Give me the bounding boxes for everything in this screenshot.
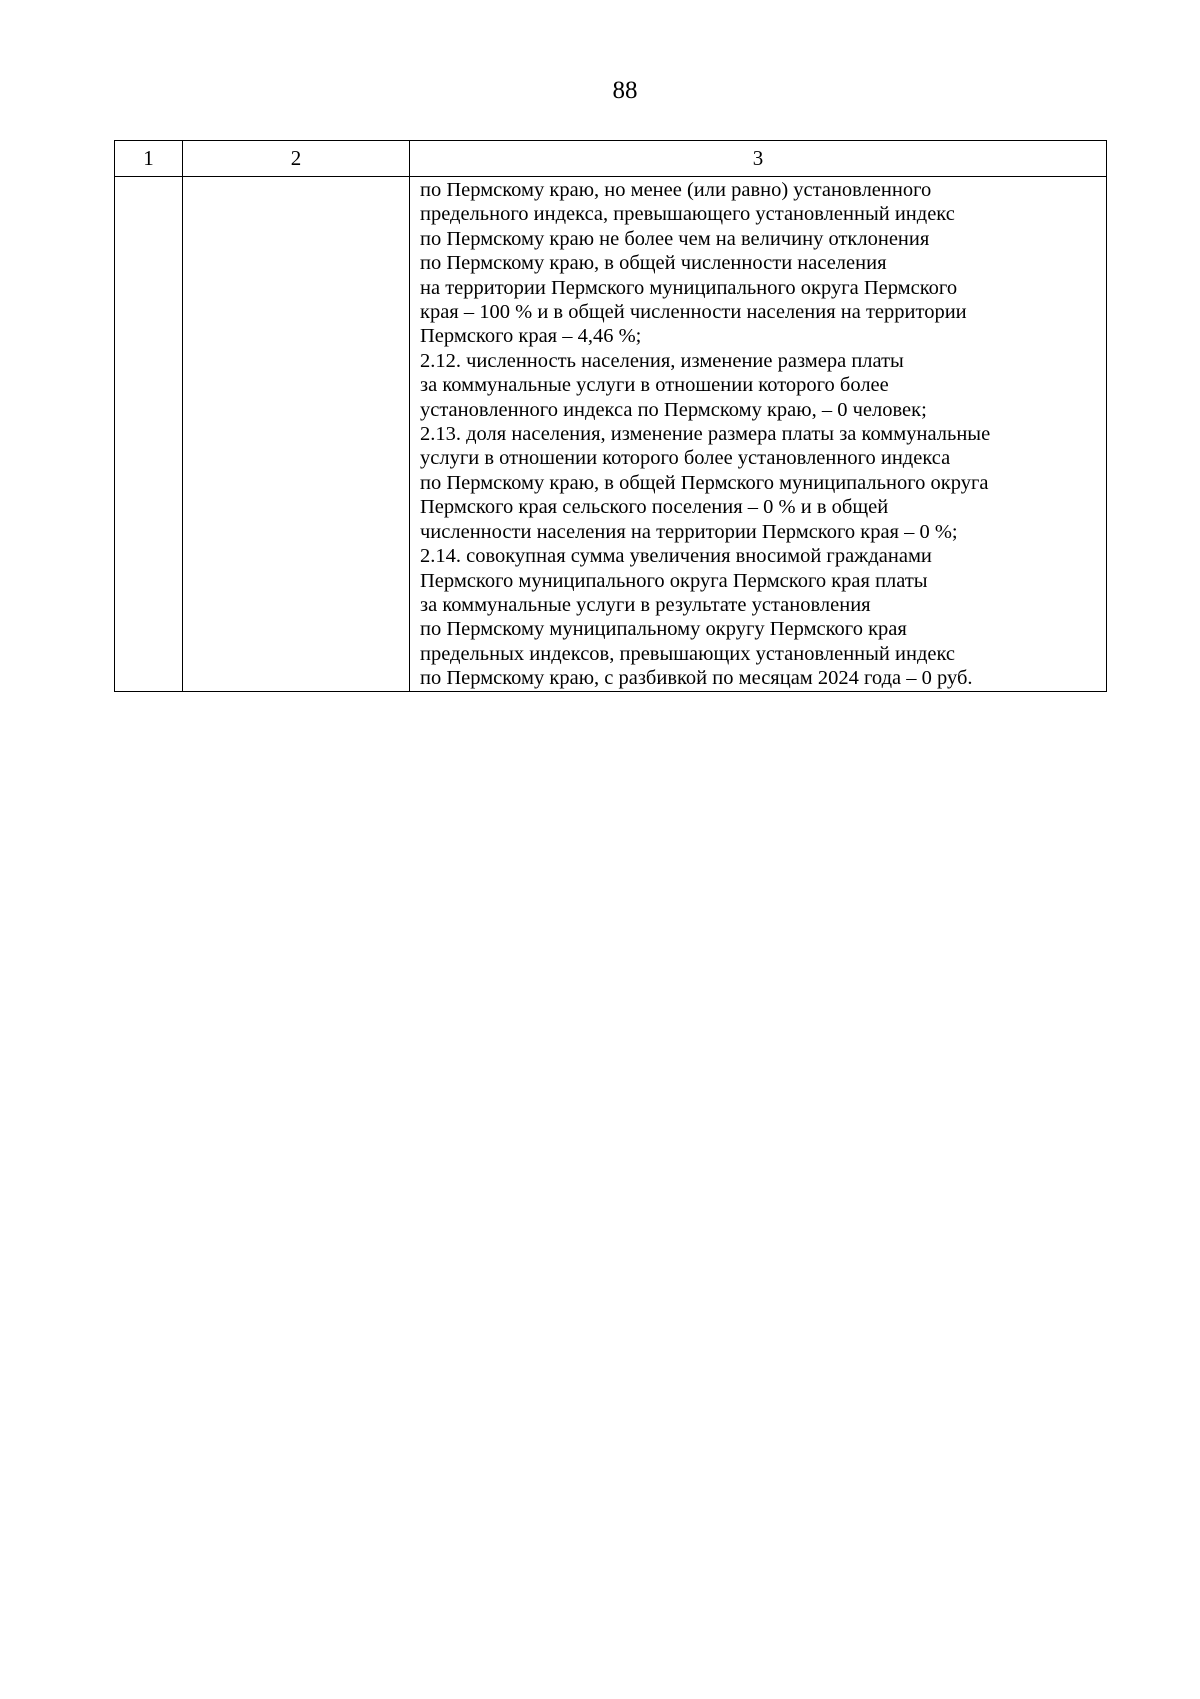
cell-text-line: по Пермскому краю, но менее (или равно) установленного bbox=[420, 179, 932, 201]
cell-text-line: Пермского муниципального округа Пермского края платы bbox=[420, 569, 928, 592]
table-cell-col2 bbox=[183, 177, 410, 692]
cell-text-line: по Пермскому муниципальному округу Пермского края bbox=[420, 618, 907, 641]
table-cell-col3 bbox=[410, 177, 1107, 692]
cell-text-line: за коммунальные услуги в результате установления bbox=[420, 593, 871, 616]
cell-text-line: Пермского края – 4,46 %; bbox=[420, 325, 642, 348]
cell-text-line: края – 100 % и в общей численности населения на территории bbox=[420, 301, 967, 324]
column-header-1: 1 bbox=[115, 141, 183, 177]
cell-text-line: установленного индекса по Пермскому краю, – 0 человек; bbox=[420, 398, 927, 421]
cell-text-line: услуги в отношении которого более установленного индекса bbox=[420, 447, 951, 470]
cell-text-line: 2.14. совокупная сумма увеличения вносимой гражданами bbox=[420, 545, 932, 568]
cell-text-line: Пермского края сельского поселения – 0 % и в общей bbox=[420, 496, 889, 519]
cell-text-line: по Пермскому краю, в общей Пермского муниципального округа bbox=[420, 471, 989, 494]
cell-text-line: на территории Пермского муниципального округа Пермского bbox=[420, 276, 958, 299]
cell-text-block bbox=[420, 177, 1106, 691]
table-header-row bbox=[115, 141, 1107, 177]
column-header-2: 2 bbox=[183, 141, 410, 177]
table-row bbox=[115, 177, 1107, 692]
column-header-3: 3 bbox=[410, 141, 1107, 177]
cell-text-line: 2.13. доля населения, изменение размера платы за коммунальные bbox=[420, 423, 991, 446]
table-cell-col1 bbox=[115, 177, 183, 692]
cell-text-line: по Пермскому краю не более чем на величину отклонения bbox=[420, 227, 930, 250]
document-table bbox=[114, 140, 1107, 692]
cell-text-line: 2.12. численность населения, изменение размера платы bbox=[420, 349, 904, 372]
page-number: 88 bbox=[612, 77, 638, 104]
cell-text-line: по Пермскому краю, с разбивкой по месяцам 2024 года – 0 руб. bbox=[420, 667, 973, 690]
cell-text-line: по Пермскому краю, в общей численности населения bbox=[420, 252, 887, 275]
cell-text-line: численности населения на территории Пермского края – 0 %; bbox=[420, 520, 958, 543]
cell-text-line: предельных индексов, превышающих установленный индекс bbox=[420, 642, 956, 665]
cell-text-line: за коммунальные услуги в отношении которого более bbox=[420, 374, 889, 397]
cell-text-line: предельного индекса, превышающего установленный индекс bbox=[420, 203, 955, 226]
